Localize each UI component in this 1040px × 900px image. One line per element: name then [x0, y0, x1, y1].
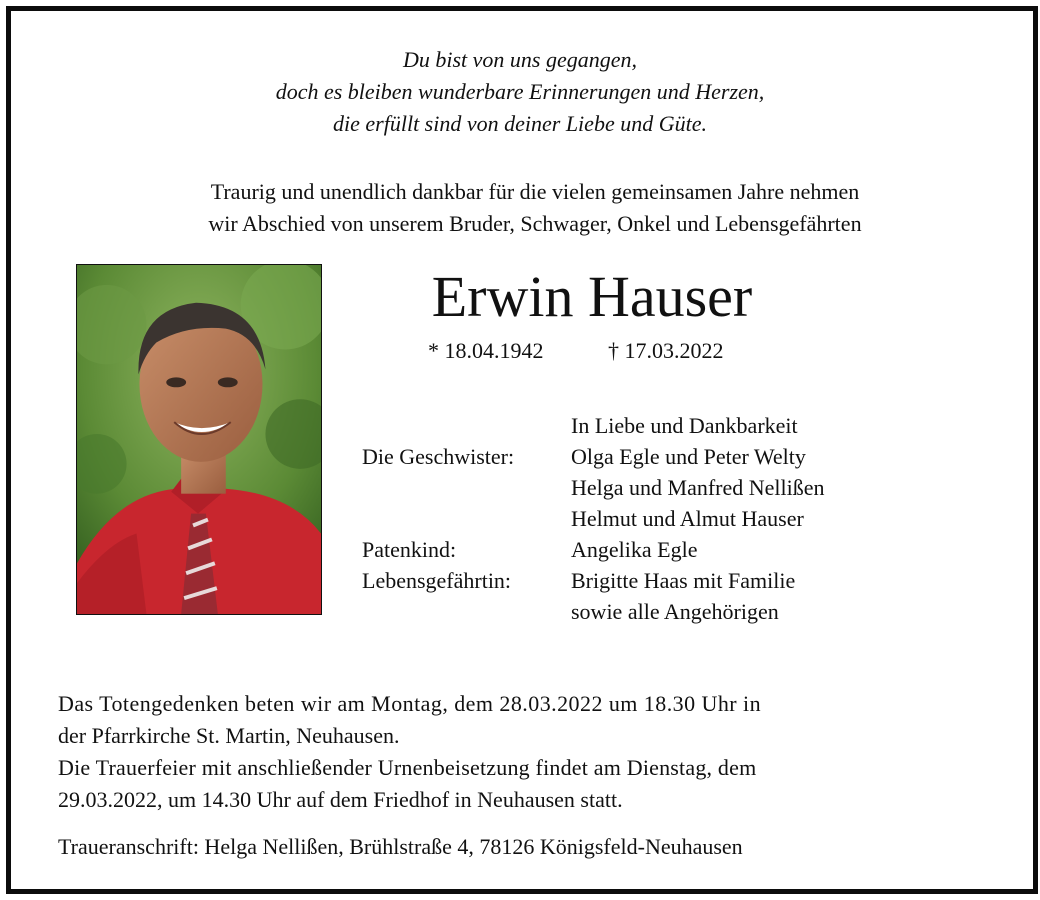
- intro-line: Traurig und unendlich dankbar für die vielen gemeinsamen Jahre nehmen: [210, 179, 860, 204]
- service-line: Das Totengedenken beten wir am Montag, dem 28.03.2022 um 18.30 Uhr in: [58, 691, 762, 716]
- intro-line: wir Abschied von unserem Bruder, Schwager, Onkel und Lebensgefährten: [208, 211, 862, 236]
- mourning-address: Traueranschrift: Helga Nellißen, Brühlstraße 4, 78126 Königsfeld-Neuhausen: [58, 834, 743, 859]
- birth-date: * 18.04.1942: [428, 338, 544, 363]
- mourner-names: sowie alle Angehörigen: [571, 599, 779, 624]
- mourner-names: Angelika Egle: [571, 537, 698, 562]
- mourner-names: Olga Egle und Peter Welty: [571, 444, 806, 469]
- mourner-names: Helga und Manfred Nellißen: [571, 475, 825, 500]
- intro-text: [0, 176, 1040, 240]
- mourners-heading: In Liebe und Dankbarkeit: [571, 413, 798, 438]
- service-line: 29.03.2022, um 14.30 Uhr auf dem Friedhof in Neuhausen statt.: [58, 787, 623, 812]
- deceased-name: Erwin Hauser: [431, 264, 753, 329]
- mourner-names: Helmut und Almut Hauser: [571, 506, 804, 531]
- service-line: der Pfarrkirche St. Martin, Neuhausen.: [58, 723, 400, 748]
- death-date: † 17.03.2022: [608, 338, 724, 363]
- mourner-relation: Lebensgefährtin:: [362, 568, 512, 593]
- poem-line: die erfüllt sind von deiner Liebe und Güte.: [333, 111, 707, 136]
- poem-line: doch es bleiben wunderbare Erinnerungen und Herzen,: [275, 79, 765, 104]
- portrait-photo: [76, 264, 322, 615]
- poem-line: Du bist von uns gegangen,: [402, 47, 638, 72]
- mourner-relation: Die Geschwister:: [362, 444, 515, 469]
- mourner-names: Brigitte Haas mit Familie: [571, 568, 796, 593]
- service-info: [58, 688, 978, 816]
- memorial-poem: [0, 44, 1040, 140]
- mourner-relation: Patenkind:: [362, 537, 457, 562]
- service-line: Die Trauerfeier mit anschließender Urnenbeisetzung findet am Dienstag, dem: [58, 755, 757, 780]
